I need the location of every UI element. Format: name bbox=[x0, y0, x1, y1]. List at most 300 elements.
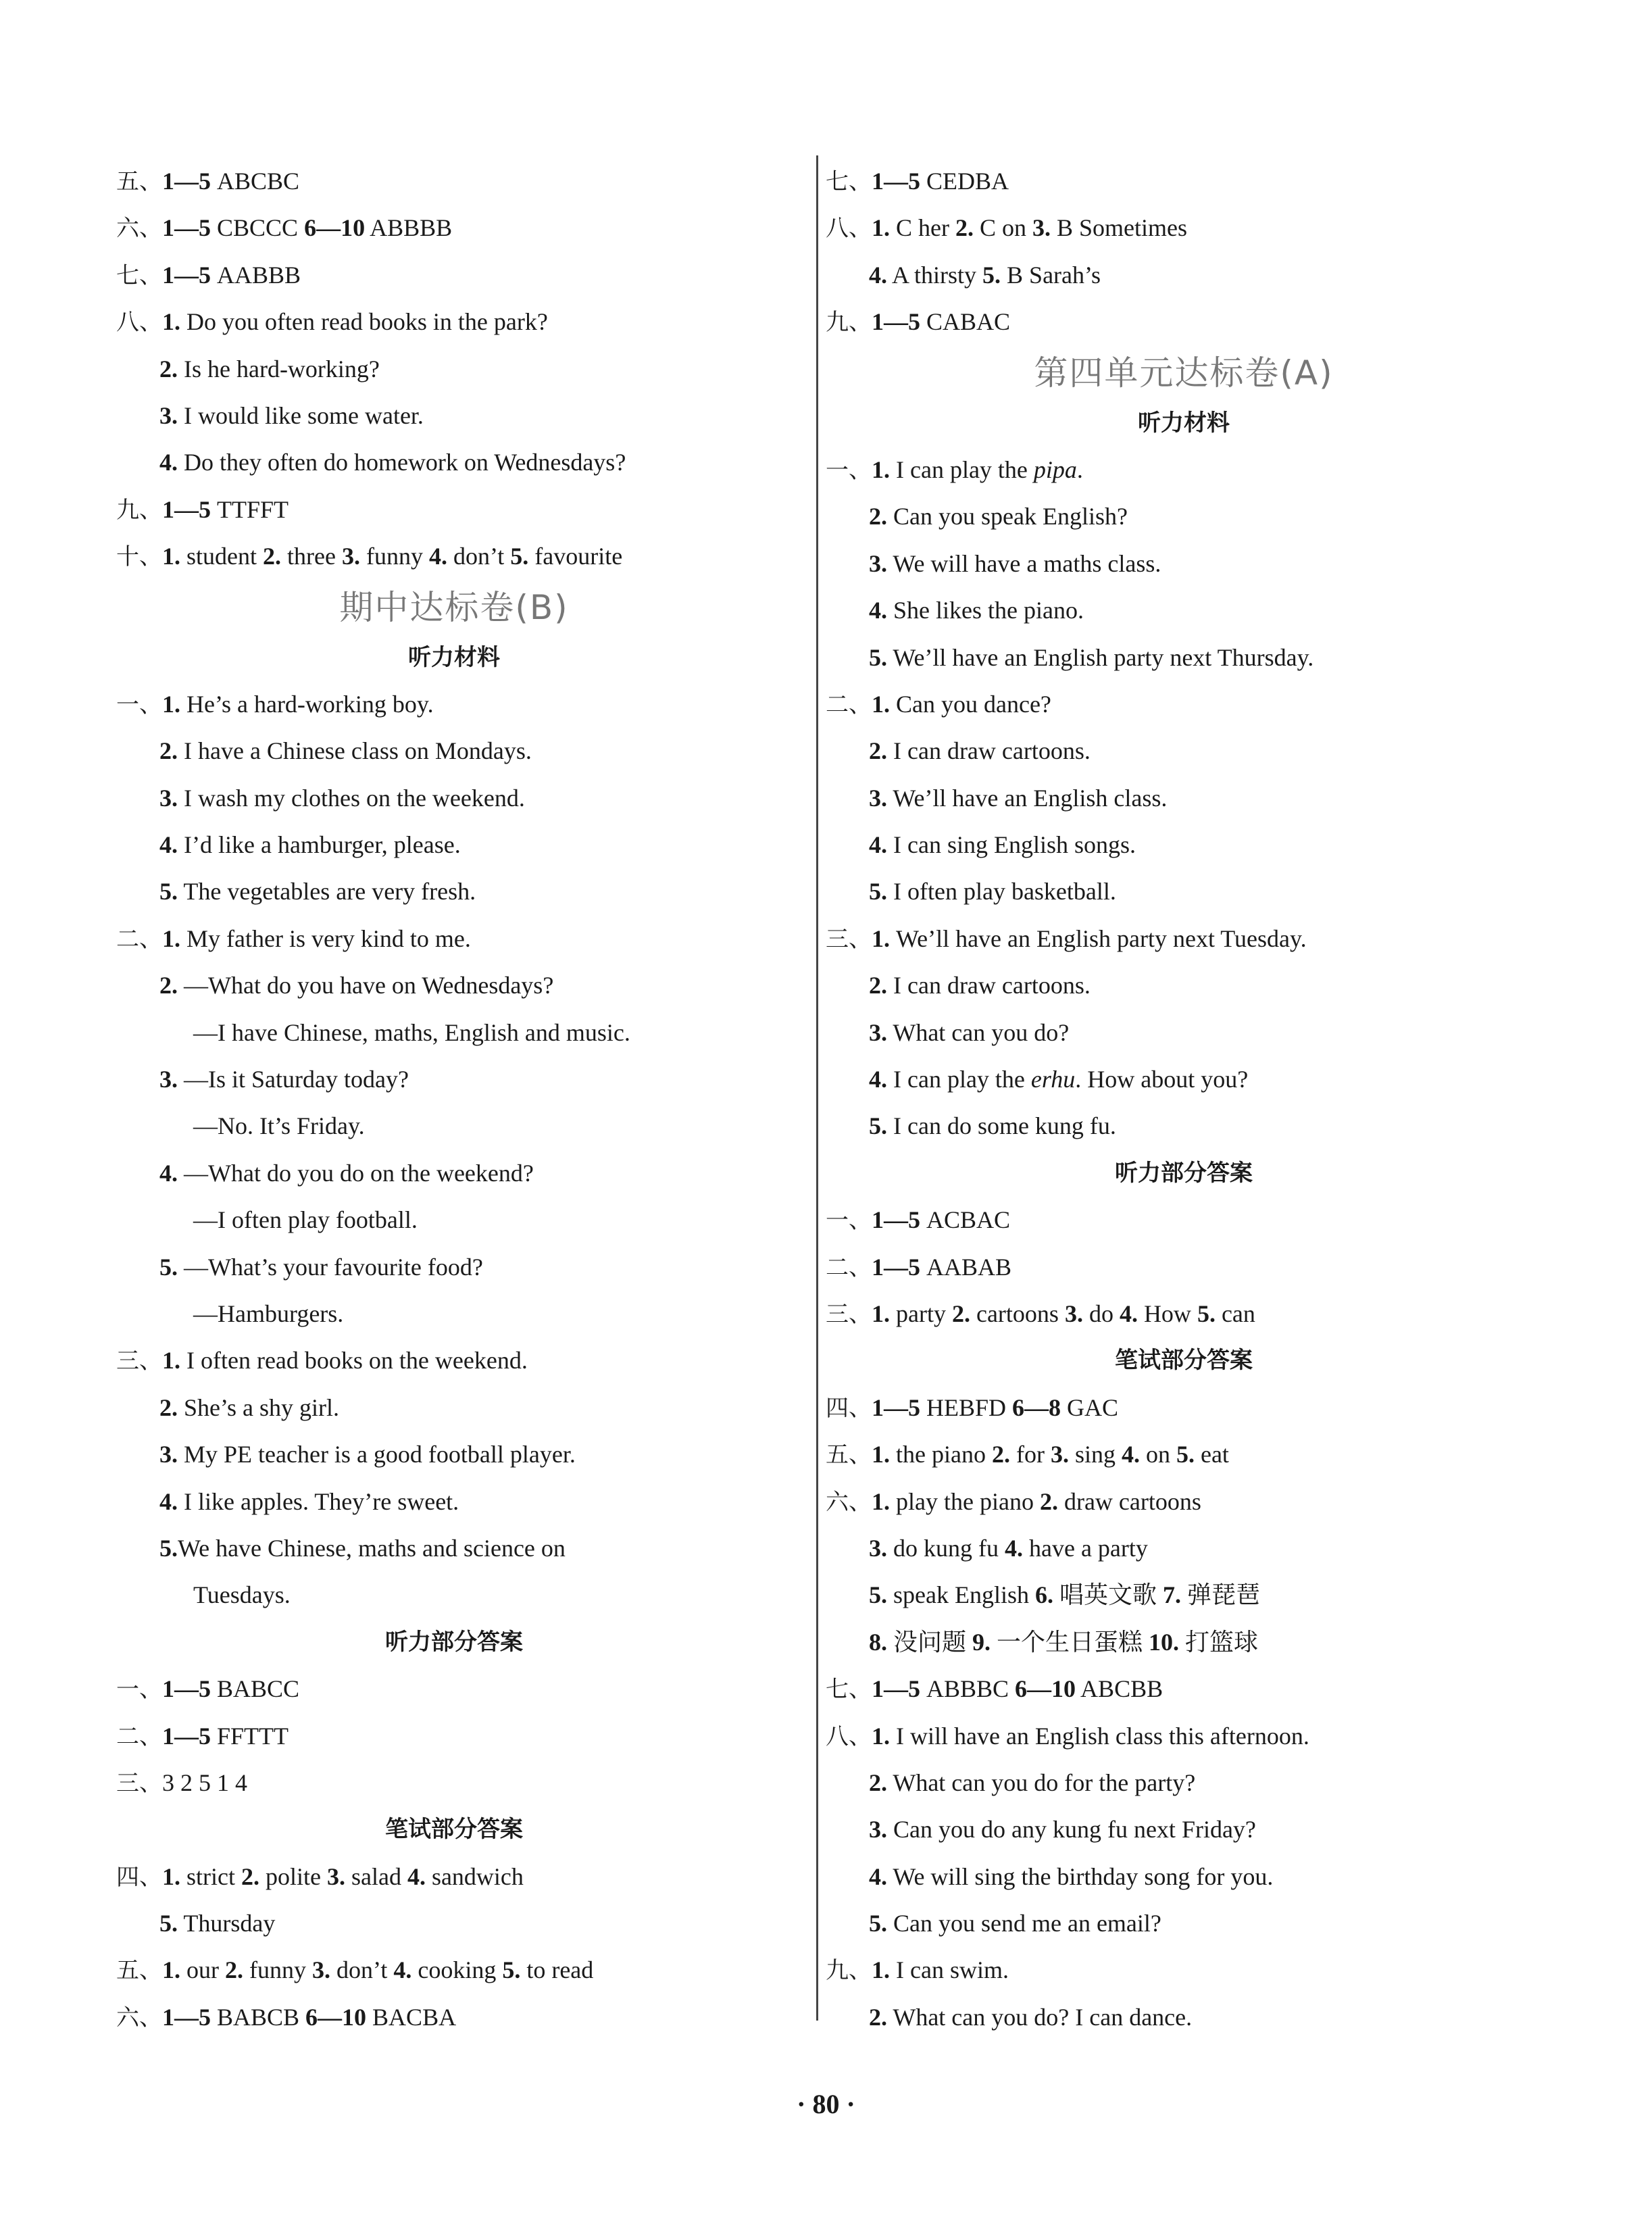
item-text: We’ll have an English party next Thursday. bbox=[887, 643, 1314, 671]
left-column bbox=[116, 158, 792, 2041]
answer-line bbox=[116, 681, 792, 728]
answer-line bbox=[116, 1666, 792, 1712]
answer-line bbox=[116, 158, 792, 205]
item-number: 1. bbox=[872, 214, 890, 242]
item-text: CABAC bbox=[920, 308, 1011, 336]
item-text: I can play the bbox=[887, 1066, 1031, 1093]
item-number: 1—5 bbox=[872, 168, 920, 195]
answer-line bbox=[116, 487, 792, 533]
answer-line bbox=[826, 1291, 1542, 1337]
item-number: 2. bbox=[159, 972, 178, 999]
item-text: ABBBB bbox=[365, 214, 453, 242]
answer-line bbox=[116, 1760, 792, 1806]
item-number: 2. bbox=[225, 1956, 243, 1984]
item-text: —I have Chinese, maths, English and music. bbox=[193, 1018, 630, 1046]
item-number: 4. bbox=[159, 831, 178, 859]
question-label: 三、 bbox=[116, 1347, 162, 1375]
answer-line bbox=[826, 447, 1542, 493]
item-text: Can you send me an email? bbox=[887, 1910, 1161, 1937]
answer-line bbox=[826, 205, 1542, 251]
question-label: 七、 bbox=[116, 262, 162, 289]
answer-line bbox=[826, 868, 1542, 915]
item-number: 4. bbox=[407, 1862, 426, 1890]
item-text: AABBB bbox=[211, 261, 301, 289]
item-number: 1—5 bbox=[162, 214, 211, 242]
item-text: BABCB bbox=[211, 2003, 306, 2031]
item-text: 唱英文歌 bbox=[1053, 1581, 1163, 1609]
item-text: I often play basketball. bbox=[887, 878, 1116, 906]
right-column bbox=[826, 158, 1542, 2041]
item-number: 1. bbox=[162, 924, 180, 952]
item-number: 6. bbox=[1034, 1581, 1053, 1609]
item-number: 3. bbox=[869, 1534, 887, 1562]
item-text: 弹琵琶 bbox=[1181, 1581, 1261, 1609]
item-text: I can do some kung fu. bbox=[887, 1112, 1116, 1140]
answer-line bbox=[116, 1525, 792, 1572]
item-text: Do you often read books in the park? bbox=[180, 308, 548, 336]
section-subheading: 听力材料 bbox=[1138, 409, 1230, 437]
item-number: 1—5 bbox=[872, 1253, 920, 1281]
item-number: 2. bbox=[869, 737, 887, 765]
answer-line bbox=[116, 775, 792, 822]
item-number: 3. bbox=[869, 1816, 887, 1844]
question-label: 八、 bbox=[826, 215, 872, 243]
answer-line bbox=[826, 158, 1542, 205]
item-number: 1. bbox=[872, 455, 890, 483]
answer-line bbox=[826, 1010, 1542, 1056]
question-label: 六、 bbox=[116, 215, 162, 243]
answer-line bbox=[826, 493, 1542, 540]
item-text: Is he hard-working? bbox=[178, 355, 380, 382]
item-text: He’s a hard-working boy. bbox=[180, 690, 434, 718]
question-label: 一、 bbox=[826, 456, 872, 484]
answer-line bbox=[826, 728, 1542, 774]
item-text: 一个生日蛋糕 bbox=[991, 1628, 1149, 1656]
item-text: HEBFD bbox=[920, 1393, 1013, 1421]
item-text: —What’s your favourite food? bbox=[178, 1253, 483, 1281]
item-number: 4. bbox=[1005, 1534, 1023, 1562]
item-number: 2. bbox=[869, 1769, 887, 1796]
item-text: Can you dance? bbox=[890, 690, 1051, 718]
item-number: 3. bbox=[159, 1441, 178, 1468]
answer-line bbox=[826, 1056, 1542, 1103]
item-number: 6—10 bbox=[304, 214, 366, 242]
item-number: 2. bbox=[951, 1300, 970, 1327]
item-number: 1. bbox=[162, 690, 180, 718]
item-text: B Sometimes bbox=[1051, 214, 1188, 242]
answer-line bbox=[116, 868, 792, 915]
item-number: 3. bbox=[341, 543, 360, 570]
question-label: 三、 bbox=[826, 925, 872, 953]
item-text: . bbox=[1076, 455, 1083, 483]
item-text: 没问题 bbox=[887, 1628, 973, 1656]
item-text: She’s a shy girl. bbox=[178, 1393, 339, 1421]
item-number: 2. bbox=[159, 355, 178, 382]
item-text: Thursday bbox=[178, 1910, 276, 1937]
question-label: 九、 bbox=[116, 496, 162, 524]
answer-line bbox=[826, 1431, 1542, 1478]
item-text: We have Chinese, maths and science on bbox=[178, 1534, 566, 1562]
answer-line bbox=[826, 681, 1542, 728]
item-text: sandwich bbox=[425, 1862, 524, 1890]
item-number: 1—5 bbox=[162, 1675, 211, 1703]
item-number: 1—5 bbox=[872, 1393, 920, 1421]
answer-line bbox=[826, 916, 1542, 962]
item-text: play the piano bbox=[890, 1487, 1040, 1515]
answer-line bbox=[826, 775, 1542, 822]
answer-line bbox=[116, 533, 792, 580]
item-text: What can you do? I can dance. bbox=[887, 2003, 1193, 2031]
item-text: TTFFT bbox=[211, 495, 289, 523]
item-text: Can you speak English? bbox=[887, 503, 1128, 530]
answer-line bbox=[826, 1806, 1542, 1853]
question-label: 七、 bbox=[826, 168, 872, 195]
answer-line bbox=[826, 1666, 1542, 1712]
answer-line bbox=[826, 1947, 1542, 1994]
item-number: 9. bbox=[972, 1628, 991, 1656]
item-number: 1. bbox=[162, 543, 180, 570]
answer-line bbox=[826, 1385, 1542, 1431]
question-label: 九、 bbox=[826, 309, 872, 337]
answer-line bbox=[116, 728, 792, 774]
item-text: BABCC bbox=[211, 1675, 300, 1703]
item-text: cartoons bbox=[970, 1300, 1065, 1327]
item-text: speak English bbox=[887, 1581, 1035, 1609]
item-text: The vegetables are very fresh. bbox=[178, 878, 476, 906]
item-text: CEDBA bbox=[920, 168, 1009, 195]
answer-line bbox=[116, 1572, 792, 1618]
item-text: . How about you? bbox=[1075, 1066, 1249, 1093]
answer-line bbox=[116, 1854, 792, 1900]
question-label: 八、 bbox=[116, 309, 162, 337]
item-text: student bbox=[180, 543, 263, 570]
item-number: 4. bbox=[869, 261, 887, 289]
answer-line bbox=[116, 822, 792, 868]
item-text: We’ll have an English class. bbox=[887, 784, 1168, 812]
item-number: 2. bbox=[869, 972, 887, 999]
answer-line bbox=[826, 822, 1542, 868]
answer-line bbox=[116, 1479, 792, 1525]
item-number: 3. bbox=[159, 784, 178, 812]
item-text: —Is it Saturday today? bbox=[178, 1066, 409, 1093]
item-text: I can swim. bbox=[890, 1956, 1009, 1984]
question-label: 八、 bbox=[826, 1723, 872, 1750]
column-divider bbox=[816, 155, 818, 2021]
answer-line bbox=[826, 1854, 1542, 1900]
item-number: 2. bbox=[241, 1862, 259, 1890]
item-text: do bbox=[1082, 1300, 1120, 1327]
item-number: 3. bbox=[159, 1066, 178, 1093]
question-label: 五、 bbox=[116, 1957, 162, 1985]
question-label: 一、 bbox=[116, 1676, 162, 1704]
item-text: salad bbox=[345, 1862, 407, 1890]
answer-line bbox=[826, 541, 1542, 587]
item-number: 1. bbox=[872, 1441, 890, 1468]
answer-line bbox=[116, 962, 792, 1009]
item-text: C on bbox=[973, 214, 1032, 242]
item-number: 2. bbox=[263, 543, 281, 570]
item-number: 5. bbox=[510, 543, 529, 570]
question-label: 二、 bbox=[826, 691, 872, 718]
item-text: She likes the piano. bbox=[887, 597, 1084, 624]
answer-line bbox=[826, 635, 1542, 681]
item-number: 2. bbox=[1039, 1487, 1058, 1515]
item-text: 打篮球 bbox=[1179, 1628, 1259, 1656]
question-label: 四、 bbox=[116, 1863, 162, 1891]
item-text: cooking bbox=[411, 1956, 503, 1984]
item-number: 3. bbox=[869, 784, 887, 812]
answer-line bbox=[826, 1760, 1542, 1806]
item-number: 6—10 bbox=[305, 2003, 367, 2031]
answer-line bbox=[116, 916, 792, 962]
answer-line bbox=[116, 1103, 792, 1149]
item-text: A thirsty bbox=[887, 261, 983, 289]
item-number: 2. bbox=[991, 1441, 1010, 1468]
item-number: 1. bbox=[872, 1722, 890, 1750]
item-number: 4. bbox=[159, 449, 178, 476]
item-text: I can draw cartoons. bbox=[887, 972, 1091, 999]
answer-line bbox=[826, 962, 1542, 1009]
item-text: do kung fu bbox=[887, 1534, 1005, 1562]
italic-word: pipa bbox=[1033, 455, 1077, 483]
item-text: funny bbox=[359, 543, 429, 570]
item-text: Can you do any kung fu next Friday? bbox=[887, 1816, 1256, 1844]
item-number: 7. bbox=[1163, 1581, 1181, 1609]
question-label: 三、 bbox=[826, 1300, 872, 1328]
answer-line bbox=[826, 1572, 1542, 1618]
item-number: 1. bbox=[872, 1300, 890, 1327]
item-number: 10. bbox=[1149, 1628, 1180, 1656]
item-text: on bbox=[1139, 1441, 1176, 1468]
answer-line bbox=[116, 1713, 792, 1760]
item-text: can bbox=[1215, 1300, 1255, 1327]
item-text: CBCCC bbox=[211, 214, 305, 242]
answer-line bbox=[116, 252, 792, 299]
item-number: 1—5 bbox=[162, 1722, 211, 1750]
item-number: 1. bbox=[872, 1487, 890, 1515]
item-number: 4. bbox=[869, 831, 887, 859]
section-title: 期中达标卷(B) bbox=[339, 587, 569, 627]
item-text: our bbox=[180, 1956, 225, 1984]
item-number: 3. bbox=[869, 1018, 887, 1046]
question-label: 九、 bbox=[826, 1957, 872, 1985]
question-label: 二、 bbox=[826, 1254, 872, 1281]
item-number: 5. bbox=[869, 1112, 887, 1140]
item-text: —Hamburgers. bbox=[193, 1300, 344, 1327]
item-text: Tuesdays. bbox=[193, 1581, 291, 1609]
answer-line bbox=[826, 1479, 1542, 1525]
item-number: 5. bbox=[159, 878, 178, 906]
answer-line bbox=[116, 1291, 792, 1337]
answer-line bbox=[116, 1150, 792, 1197]
answer-line bbox=[116, 1385, 792, 1431]
item-text: polite bbox=[259, 1862, 327, 1890]
answer-line bbox=[116, 1994, 792, 2041]
item-text: party bbox=[890, 1300, 952, 1327]
answer-line bbox=[826, 587, 1542, 634]
item-number: 2. bbox=[159, 737, 178, 765]
item-number: 1. bbox=[872, 690, 890, 718]
item-text: —I often play football. bbox=[193, 1206, 418, 1234]
item-text: strict bbox=[180, 1862, 241, 1890]
item-text: for bbox=[1009, 1441, 1051, 1468]
item-text: I wash my clothes on the weekend. bbox=[178, 784, 525, 812]
item-text: I can play the bbox=[890, 455, 1034, 483]
answer-line bbox=[116, 439, 792, 486]
item-text: I’d like a hamburger, please. bbox=[178, 831, 461, 859]
section-subheading: 听力部分答案 bbox=[385, 1628, 523, 1656]
section-title: 第四单元达标卷(A) bbox=[1034, 353, 1334, 393]
answer-line bbox=[116, 393, 792, 439]
answer-line bbox=[826, 1525, 1542, 1572]
item-number: 4. bbox=[869, 1066, 887, 1093]
page-number: · 80 · bbox=[797, 2089, 855, 2119]
item-text: favourite bbox=[528, 543, 623, 570]
item-text: My PE teacher is a good football player. bbox=[178, 1441, 576, 1468]
answer-line bbox=[116, 1010, 792, 1056]
item-text: FFTTT bbox=[211, 1722, 289, 1750]
item-number: 4. bbox=[393, 1956, 412, 1984]
answer-line bbox=[116, 1900, 792, 1947]
item-text: ACBAC bbox=[920, 1206, 1011, 1234]
item-text: to read bbox=[520, 1956, 594, 1984]
question-label: 六、 bbox=[826, 1488, 872, 1516]
item-number: 5. bbox=[869, 878, 887, 906]
answer-line bbox=[826, 1103, 1542, 1149]
item-number: 5. bbox=[869, 1910, 887, 1937]
item-text: C her bbox=[890, 214, 955, 242]
item-number: 4. bbox=[1119, 1300, 1138, 1327]
item-text: B Sarah’s bbox=[1001, 261, 1101, 289]
item-number: 4. bbox=[159, 1487, 178, 1515]
item-number: 5. bbox=[1176, 1441, 1195, 1468]
item-number: 4. bbox=[159, 1159, 178, 1187]
item-text: —No. It’s Friday. bbox=[193, 1112, 365, 1140]
question-label: 一、 bbox=[116, 691, 162, 718]
section-subheading: 听力材料 bbox=[408, 643, 500, 671]
item-text: ABCBB bbox=[1076, 1675, 1163, 1703]
item-text: don’t bbox=[330, 1956, 394, 1984]
item-text: sing bbox=[1068, 1441, 1122, 1468]
question-label: 六、 bbox=[116, 2004, 162, 2031]
question-label: 五、 bbox=[826, 1441, 872, 1469]
item-number: 2. bbox=[869, 503, 887, 530]
item-number: 5. bbox=[869, 643, 887, 671]
item-number: 1. bbox=[162, 1956, 180, 1984]
item-number: 5. bbox=[159, 1253, 178, 1281]
item-number: 5. bbox=[869, 1581, 887, 1609]
question-label: 一、 bbox=[826, 1207, 872, 1235]
answer-line bbox=[116, 1431, 792, 1478]
item-text: I like apples. They’re sweet. bbox=[178, 1487, 459, 1515]
item-number: 2. bbox=[869, 2003, 887, 2031]
item-number: 1. bbox=[872, 1956, 890, 1984]
item-number: 3. bbox=[1032, 214, 1051, 242]
item-text: 3 2 5 1 4 bbox=[162, 1769, 247, 1796]
item-text: eat bbox=[1194, 1441, 1229, 1468]
item-number: 3. bbox=[326, 1862, 345, 1890]
answer-line bbox=[826, 1244, 1542, 1291]
item-number: 5. bbox=[502, 1956, 521, 1984]
answer-line bbox=[116, 1197, 792, 1243]
item-number: 3. bbox=[1064, 1300, 1083, 1327]
answer-line bbox=[116, 205, 792, 251]
item-text: What can you do? bbox=[887, 1018, 1070, 1046]
item-number: 1—5 bbox=[872, 1675, 920, 1703]
item-text: ABCBC bbox=[211, 168, 300, 195]
item-text: don’t bbox=[447, 543, 511, 570]
item-text: I can draw cartoons. bbox=[887, 737, 1091, 765]
item-text: BACBA bbox=[366, 2003, 457, 2031]
answer-line bbox=[826, 1900, 1542, 1947]
item-number: 3. bbox=[159, 401, 178, 429]
answer-line bbox=[826, 299, 1542, 345]
section-subheading: 听力部分答案 bbox=[1115, 1159, 1253, 1187]
item-text: GAC bbox=[1061, 1393, 1119, 1421]
question-label: 四、 bbox=[826, 1394, 872, 1422]
item-number: 2. bbox=[955, 214, 974, 242]
answer-line bbox=[116, 346, 792, 393]
item-text: I would like some water. bbox=[178, 401, 424, 429]
item-text: funny bbox=[243, 1956, 312, 1984]
item-text: draw cartoons bbox=[1057, 1487, 1201, 1515]
item-text: —What do you do on the weekend? bbox=[178, 1159, 534, 1187]
item-number: 4. bbox=[1121, 1441, 1140, 1468]
question-label: 二、 bbox=[116, 925, 162, 953]
item-number: 1—5 bbox=[162, 261, 211, 289]
item-text: My father is very kind to me. bbox=[180, 924, 471, 952]
answer-line bbox=[116, 1244, 792, 1291]
item-text: I can sing English songs. bbox=[887, 831, 1136, 859]
item-number: 3. bbox=[1050, 1441, 1069, 1468]
item-number: 3. bbox=[312, 1956, 330, 1984]
item-number: 3. bbox=[869, 549, 887, 577]
answer-line bbox=[116, 1337, 792, 1384]
item-number: 5. bbox=[982, 261, 1001, 289]
item-number: 1—5 bbox=[162, 2003, 211, 2031]
item-text: AABAB bbox=[920, 1253, 1012, 1281]
question-label: 三、 bbox=[116, 1769, 162, 1797]
item-text: What can you do for the party? bbox=[887, 1769, 1196, 1796]
question-label: 七、 bbox=[826, 1676, 872, 1704]
item-number: 1—5 bbox=[162, 495, 211, 523]
answer-line bbox=[826, 1994, 1542, 2041]
item-number: 1—5 bbox=[872, 308, 920, 336]
item-text: I have a Chinese class on Mondays. bbox=[178, 737, 532, 765]
item-number: 6—8 bbox=[1012, 1393, 1061, 1421]
answer-line bbox=[826, 1197, 1542, 1243]
answer-line bbox=[826, 1713, 1542, 1760]
item-text: We will sing the birthday song for you. bbox=[887, 1862, 1274, 1890]
item-number: 1. bbox=[162, 1347, 180, 1375]
item-number: 1. bbox=[162, 1862, 180, 1890]
item-number: 8. bbox=[869, 1628, 887, 1656]
answer-line bbox=[116, 1056, 792, 1103]
item-text: How bbox=[1137, 1300, 1197, 1327]
item-text: I often read books on the weekend. bbox=[180, 1347, 528, 1375]
item-text: three bbox=[281, 543, 342, 570]
item-number: 4. bbox=[869, 1862, 887, 1890]
question-label: 十、 bbox=[116, 543, 162, 571]
item-text: the piano bbox=[890, 1441, 992, 1468]
answer-line bbox=[116, 299, 792, 345]
item-number: 4. bbox=[869, 597, 887, 624]
item-number: 6—10 bbox=[1015, 1675, 1076, 1703]
item-number: 2. bbox=[159, 1393, 178, 1421]
item-number: 1—5 bbox=[872, 1206, 920, 1234]
answer-line bbox=[116, 1947, 792, 1994]
answer-line bbox=[826, 252, 1542, 299]
